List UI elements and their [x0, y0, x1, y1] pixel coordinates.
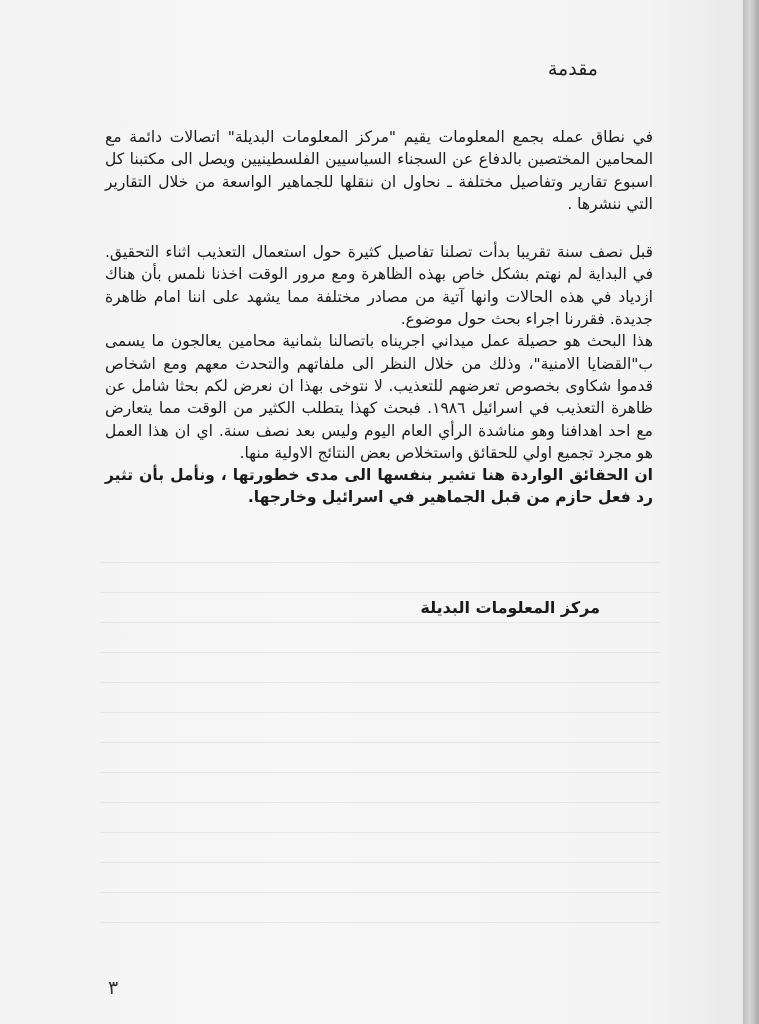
paragraph-1: في نطاق عمله بجمع المعلومات يقيم "مركز المعلومات البديلة" اتصالات دائمة مع المحامين المختصين بالدفاع عن السجناء السياسيين الفلسطينيين ويصل الى مكتبنا كل اسبوع تقارير وتفاصيل مختلفة ـ نحاول ان ننقلها للجماهير الواسعة من خلال التقارير التي ننشرها . [105, 128, 653, 213]
paragraph-2: قبل نصف سنة تقريبا بدأت تصلنا تفاصيل كثيرة حول استعمال التعذيب اثناء التحقيق. في البداية لم نهتم بشكل خاص بهذه الظاهرة ومع مرور الوقت اخذنا نلمس بأن هناك ازدياد في هذه الحالات وانها آتية من مصادر مختلفة مما يشهد على اننا امام ظاهرة جديدة. فقررنا اجراء بحث حول موضوع. [105, 243, 653, 329]
page-title: مقدمة [547, 58, 598, 80]
page-number: ٣ [108, 977, 119, 999]
signature: مركز المعلومات البديلة [420, 598, 600, 617]
document-body [105, 126, 653, 509]
paragraph-4: ان الحقائق الواردة هنا تشير بنفسها الى مدى خطورتها ، ونأمل بأن تثير رد فعل حازم من قبل الجماهير في اسرائيل وخارجها. [105, 466, 653, 507]
paragraph-3: هذا البحث هو حصيلة عمل ميداني اجريناه باتصالنا بثمانية محامين يعالجون ما يسمى ب"القضايا الامنية"، وذلك من خلال النظر الى ملفاتهم والتحدث معهم ومع اشخاص قدموا شكاوى بخصوص تعرضهم للتعذيب. لا نتوخى بهذا ان نعرض لكم بحثا شامل عن ظاهرة التعذيب في اسرائيل ١٩٨٦. فبحث كهذا يتطلب الكثير من الوقت مما يتعارض مع احد اهدافنا وهو مناشدة الرأي العام اليوم وليس بعد نصف سنة. اي ان هذا العمل هو مجرد تجميع اولي للحقائق واستخلاص بعض النتائج الاولية منها. [105, 332, 654, 462]
page-edge [743, 0, 759, 1024]
